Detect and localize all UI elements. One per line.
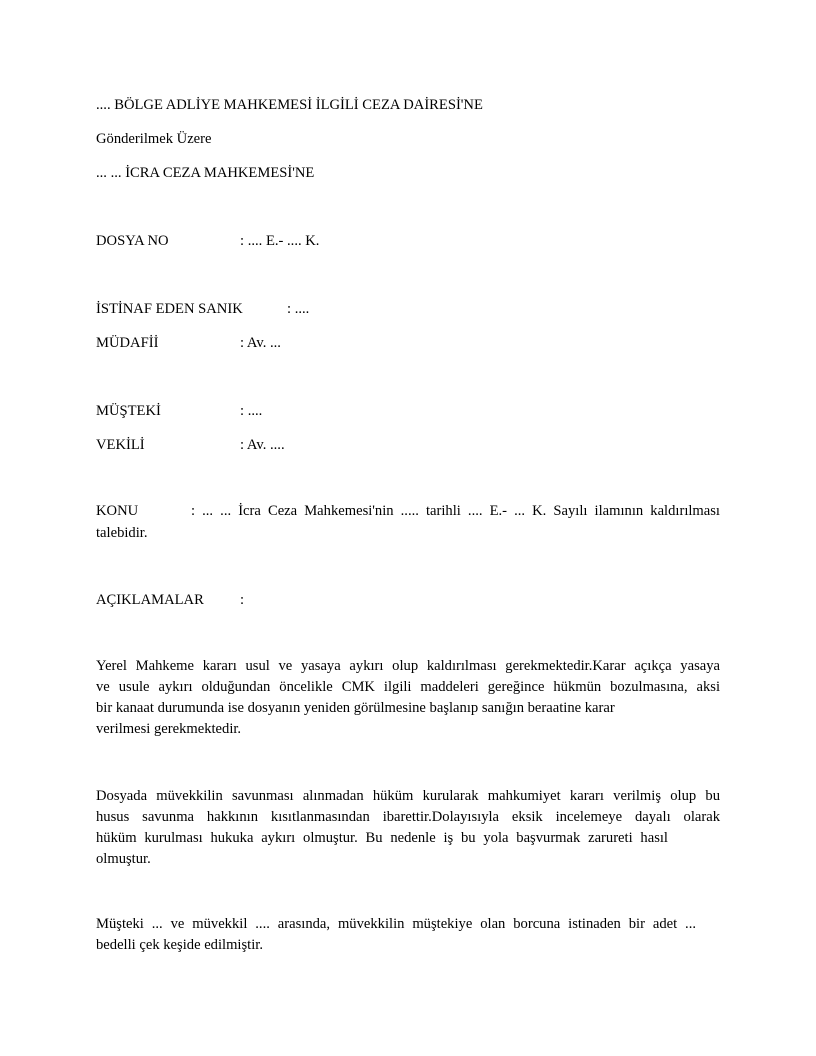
musteki-label: MÜŞTEKİ [96, 403, 161, 419]
paragraph-line: ve usule aykırı olduğundan öncelikle CMK ilgili maddeleri gereğince hükmün bozulmasına, aksi [96, 679, 720, 695]
sent-via-line: Gönderilmek Üzere [96, 131, 212, 147]
vekili-label: VEKİLİ [96, 437, 145, 453]
konu-label: KONU [96, 503, 139, 519]
musteki-value: : .... [240, 403, 263, 419]
paragraph-line: hüküm kurulması hukuka aykırı olmuştur. Bu nedenle iş bu yola başvurmak zarureti hasıl [96, 830, 668, 846]
mudafi-value: : Av. ... [240, 335, 281, 351]
paragraph-line: verilmesi gerekmektedir. [96, 721, 242, 737]
paragraph-line: bedelli çek keşide edilmiştir. [96, 937, 263, 953]
paragraph-line: Müşteki ... ve müvekkil .... arasında, müvekkilin müştekiye olan borcuna istinaden bir adet ... [96, 916, 696, 932]
paragraph-line: husus savunma hakkının kısıtlanmasından ibarettir.Dolayısıyla eksik incelemeye dayalı olarak [96, 809, 720, 825]
paragraph-line: bir kanaat durumunda ise dosyanın yeniden görülmesine başlanıp sanığın beraatine karar [96, 700, 615, 716]
aciklamalar-colon: : [240, 592, 245, 608]
paragraph-line: Yerel Mahkeme kararı usul ve yasaya aykırı olup kaldırılması gerekmektedir.Karar açıkça yasaya [96, 658, 720, 674]
paragraph-line: Dosyada müvekkilin savunması alınmadan hüküm kurularak mahkumiyet kararı verilmiş olup bu [96, 788, 720, 804]
aciklamalar-label: AÇIKLAMALAR [96, 592, 204, 608]
paragraph-line: olmuştur. [96, 851, 151, 867]
istinaf-eden-value: : .... [287, 301, 310, 317]
istinaf-eden-label: İSTİNAF EDEN SANIK [96, 301, 243, 317]
dosya-no-value: : .... E.- .... K. [240, 233, 320, 249]
addressee-court-upper: .... BÖLGE ADLİYE MAHKEMESİ İLGİLİ CEZA DAİRESİ'NE [96, 97, 483, 113]
dosya-no-label: DOSYA NO [96, 233, 169, 249]
vekili-value: : Av. .... [240, 437, 285, 453]
konu-line-2: talebidir. [96, 525, 148, 541]
paragraph-1 [96, 656, 720, 740]
mudafi-label: MÜDAFİİ [96, 335, 159, 351]
paragraph-2 [96, 786, 720, 870]
addressee-court-lower: ... ... İCRA CEZA MAHKEMESİ'NE [96, 165, 315, 181]
konu-line-1: : ... ... İcra Ceza Mahkemesi'nin ..... tarihli .... E.- ... K. Sayılı ilamının kaldırılması [191, 503, 720, 519]
paragraph-3 [96, 914, 720, 956]
